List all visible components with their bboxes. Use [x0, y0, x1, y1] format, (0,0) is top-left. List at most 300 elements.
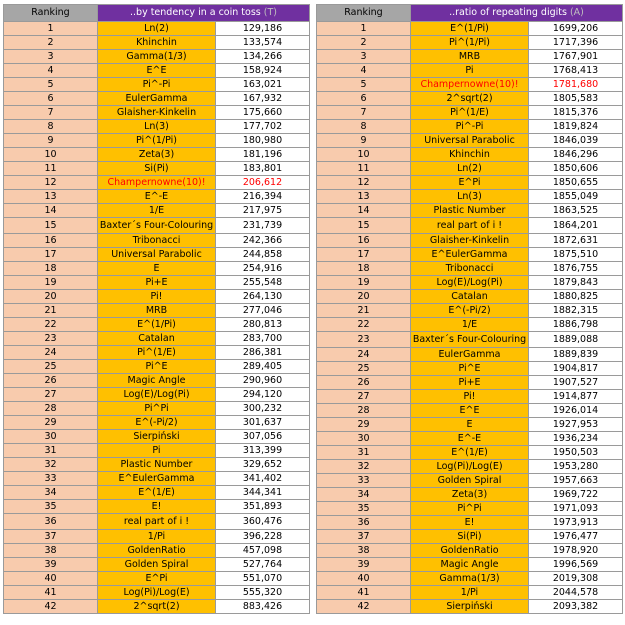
rank-cell: 26: [317, 376, 411, 390]
rank-cell: 26: [4, 374, 98, 388]
rank-cell: 4: [4, 64, 98, 78]
constant-name-cell: E^E: [98, 64, 216, 78]
constant-name-cell: E^(-Pi/2): [98, 416, 216, 430]
value-cell: 1717,396: [529, 36, 623, 50]
value-cell: 181,196: [216, 148, 310, 162]
value-cell: 1805,583: [529, 92, 623, 106]
constant-name-cell: Si(Pi): [98, 162, 216, 176]
table-row: [4, 514, 310, 530]
constant-name-cell: Pi^Pi: [98, 402, 216, 416]
constant-name-cell: E^Pi: [98, 572, 216, 586]
table-row: [317, 318, 623, 332]
table-row: [4, 148, 310, 162]
value-cell: 206,612: [216, 176, 310, 190]
value-cell: 1889,839: [529, 348, 623, 362]
table-row: [4, 204, 310, 218]
value-cell: 1855,049: [529, 190, 623, 204]
table-row: [317, 134, 623, 148]
table-row: [317, 22, 623, 36]
table-row: [317, 190, 623, 204]
rank-cell: 32: [4, 458, 98, 472]
value-cell: 1768,413: [529, 64, 623, 78]
table-row: [4, 472, 310, 486]
constant-name-cell: E!: [411, 516, 529, 530]
rank-cell: 33: [317, 474, 411, 488]
constant-name-cell: Pi: [411, 64, 529, 78]
table-row: [4, 402, 310, 416]
value-cell: 300,232: [216, 402, 310, 416]
value-cell: 1850,655: [529, 176, 623, 190]
tendency-ranking-table: [3, 4, 310, 614]
constant-name-cell: Pi^(1/Pi): [98, 134, 216, 148]
table-row: [317, 446, 623, 460]
rank-cell: 17: [317, 248, 411, 262]
constant-name-cell: E^EulerGamma: [411, 248, 529, 262]
constant-name-cell: E^Pi: [411, 176, 529, 190]
constant-name-cell: GoldenRatio: [411, 544, 529, 558]
table-row: [317, 502, 623, 516]
value-cell: 254,916: [216, 262, 310, 276]
table-row: [317, 50, 623, 64]
constant-name-cell: E: [98, 262, 216, 276]
constant-name-cell: E!: [98, 500, 216, 514]
constant-name-cell: Golden Spiral: [411, 474, 529, 488]
rank-cell: 29: [317, 418, 411, 432]
rank-cell: 10: [317, 148, 411, 162]
value-cell: 1819,824: [529, 120, 623, 134]
value-cell: 1699,206: [529, 22, 623, 36]
value-cell: 294,120: [216, 388, 310, 402]
constant-name-cell: Tribonacci: [98, 234, 216, 248]
table-row: [4, 360, 310, 374]
constant-name-cell: Glaisher-Kinkelin: [411, 234, 529, 248]
table-row: [4, 290, 310, 304]
constant-name-cell: Universal Parabolic: [98, 248, 216, 262]
value-cell: 329,652: [216, 458, 310, 472]
constant-name-cell: Pi^-Pi: [411, 120, 529, 134]
table-row: [317, 544, 623, 558]
constant-name-cell: Khinchin: [411, 148, 529, 162]
rank-cell: 9: [317, 134, 411, 148]
rank-cell: 29: [4, 416, 98, 430]
rank-cell: 24: [317, 348, 411, 362]
repeating-digits-header: [411, 5, 623, 22]
table-row: [4, 500, 310, 514]
constant-name-cell: Universal Parabolic: [411, 134, 529, 148]
table-row: [4, 78, 310, 92]
rank-cell: 21: [317, 304, 411, 318]
value-cell: 1879,843: [529, 276, 623, 290]
repeating-digits-table-body: [317, 22, 623, 614]
constant-name-cell: Zeta(3): [98, 148, 216, 162]
rank-cell: 42: [317, 600, 411, 614]
value-cell: 1886,798: [529, 318, 623, 332]
constant-name-cell: Sierpiński: [411, 600, 529, 614]
rank-cell: 36: [4, 514, 98, 530]
table-row: [317, 516, 623, 530]
rank-cell: 11: [4, 162, 98, 176]
rank-cell: 2: [317, 36, 411, 50]
value-cell: 2019,308: [529, 572, 623, 586]
value-cell: 1976,477: [529, 530, 623, 544]
table-row: [4, 190, 310, 204]
table-row: [317, 64, 623, 78]
constant-name-cell: Gamma(1/3): [98, 50, 216, 64]
value-cell: 1927,953: [529, 418, 623, 432]
table-row: [4, 374, 310, 388]
value-cell: 1953,280: [529, 460, 623, 474]
table-row: [4, 50, 310, 64]
repeating-digits-ranking-table: [316, 4, 623, 614]
value-cell: 2093,382: [529, 600, 623, 614]
rank-cell: 5: [4, 78, 98, 92]
rank-cell: 20: [4, 290, 98, 304]
table-row: [317, 572, 623, 586]
table-row: [317, 248, 623, 262]
constant-name-cell: MRB: [98, 304, 216, 318]
table-row: [4, 218, 310, 234]
rank-cell: 31: [317, 446, 411, 460]
rank-cell: 37: [317, 530, 411, 544]
value-cell: 1907,527: [529, 376, 623, 390]
constant-name-cell: real part of i !: [98, 514, 216, 530]
value-cell: 341,402: [216, 472, 310, 486]
constant-name-cell: EulerGamma: [98, 92, 216, 106]
table-row: [317, 120, 623, 134]
value-cell: 1950,503: [529, 446, 623, 460]
table-row: [317, 362, 623, 376]
constant-name-cell: Tribonacci: [411, 262, 529, 276]
rank-cell: 5: [317, 78, 411, 92]
rank-cell: 8: [317, 120, 411, 134]
rank-cell: 34: [4, 486, 98, 500]
rank-cell: 13: [4, 190, 98, 204]
rank-cell: 24: [4, 346, 98, 360]
rank-cell: 39: [4, 558, 98, 572]
value-cell: 231,739: [216, 218, 310, 234]
constant-name-cell: Plastic Number: [411, 204, 529, 218]
constant-name-cell: Khinchin: [98, 36, 216, 50]
value-cell: 351,893: [216, 500, 310, 514]
value-cell: 396,228: [216, 530, 310, 544]
constant-name-cell: Ln(3): [98, 120, 216, 134]
constant-name-cell: Log(Pi)/Log(E): [411, 460, 529, 474]
value-cell: 360,476: [216, 514, 310, 530]
constant-name-cell: Magic Angle: [98, 374, 216, 388]
value-cell: 1926,014: [529, 404, 623, 418]
table-row: [317, 390, 623, 404]
rank-cell: 12: [4, 176, 98, 190]
table-row: [4, 234, 310, 248]
value-cell: 242,366: [216, 234, 310, 248]
constant-name-cell: MRB: [411, 50, 529, 64]
table-row: [4, 64, 310, 78]
constant-name-cell: Pi^E: [411, 362, 529, 376]
table-row: [4, 92, 310, 106]
table-row: [317, 332, 623, 348]
value-cell: 883,426: [216, 600, 310, 614]
rank-cell: 12: [317, 176, 411, 190]
table-row: [317, 586, 623, 600]
tendency-header-code: (T): [263, 7, 277, 18]
table-row: [317, 106, 623, 120]
constant-name-cell: Log(E)/Log(Pi): [98, 388, 216, 402]
value-cell: 1864,201: [529, 218, 623, 234]
table-row: [317, 162, 623, 176]
value-cell: 1969,722: [529, 488, 623, 502]
rank-cell: 15: [4, 218, 98, 234]
value-cell: 133,574: [216, 36, 310, 50]
rank-cell: 39: [317, 558, 411, 572]
table-row: [317, 234, 623, 248]
constant-name-cell: Baxter´s Four-Colouring: [98, 218, 216, 234]
constant-name-cell: Si(Pi): [411, 530, 529, 544]
rank-cell: 8: [4, 120, 98, 134]
rank-cell: 41: [317, 586, 411, 600]
table-row: [317, 348, 623, 362]
table-row: [4, 304, 310, 318]
constant-name-cell: Ln(2): [411, 162, 529, 176]
rank-cell: 14: [317, 204, 411, 218]
constant-name-cell: Plastic Number: [98, 458, 216, 472]
tendency-header: [98, 5, 310, 22]
constant-name-cell: Champernowne(10)!: [98, 176, 216, 190]
table-row: [317, 474, 623, 488]
rank-cell: 9: [4, 134, 98, 148]
tendency-table-body: [4, 22, 310, 614]
table-row: [317, 218, 623, 234]
tendency-header-title: ..by tendency in a coin toss: [130, 7, 261, 18]
rank-cell: 41: [4, 586, 98, 600]
rank-cell: 19: [4, 276, 98, 290]
value-cell: 2044,578: [529, 586, 623, 600]
constant-name-cell: Golden Spiral: [98, 558, 216, 572]
table-row: [4, 248, 310, 262]
constant-name-cell: Glaisher-Kinkelin: [98, 106, 216, 120]
rank-cell: 1: [4, 22, 98, 36]
ranking-header: Ranking: [4, 5, 98, 22]
rank-cell: 6: [4, 92, 98, 106]
constant-name-cell: Pi^Pi: [411, 502, 529, 516]
table-row: [4, 134, 310, 148]
table-row: [317, 78, 623, 92]
table-row: [317, 460, 623, 474]
value-cell: 307,056: [216, 430, 310, 444]
constant-name-cell: Catalan: [98, 332, 216, 346]
constant-name-cell: Pi^(1/E): [411, 106, 529, 120]
value-cell: 1876,755: [529, 262, 623, 276]
value-cell: 1978,920: [529, 544, 623, 558]
rank-cell: 33: [4, 472, 98, 486]
constant-name-cell: Pi+E: [98, 276, 216, 290]
rank-cell: 38: [4, 544, 98, 558]
value-cell: 289,405: [216, 360, 310, 374]
value-cell: 167,932: [216, 92, 310, 106]
value-cell: 1875,510: [529, 248, 623, 262]
rank-cell: 22: [4, 318, 98, 332]
rank-cell: 16: [317, 234, 411, 248]
repeating-digits-header-code: (A): [569, 7, 584, 18]
rank-cell: 14: [4, 204, 98, 218]
value-cell: 1846,039: [529, 134, 623, 148]
rank-cell: 40: [4, 572, 98, 586]
constant-name-cell: E^E: [411, 404, 529, 418]
rank-cell: 42: [4, 600, 98, 614]
constant-name-cell: E^-E: [98, 190, 216, 204]
constant-name-cell: Sierpiński: [98, 430, 216, 444]
constant-name-cell: Pi^(1/E): [98, 346, 216, 360]
rank-cell: 37: [4, 530, 98, 544]
rank-cell: 25: [317, 362, 411, 376]
table-row: [317, 276, 623, 290]
constant-name-cell: Zeta(3): [411, 488, 529, 502]
value-cell: 555,320: [216, 586, 310, 600]
table-row: [4, 106, 310, 120]
rank-cell: 10: [4, 148, 98, 162]
constant-name-cell: Baxter´s Four-Colouring: [411, 332, 529, 348]
rank-cell: 7: [317, 106, 411, 120]
rank-cell: 28: [317, 404, 411, 418]
constant-name-cell: E^(1/Pi): [98, 318, 216, 332]
rank-cell: 2: [4, 36, 98, 50]
constant-name-cell: E^(-Pi/2): [411, 304, 529, 318]
value-cell: 290,960: [216, 374, 310, 388]
value-cell: 175,660: [216, 106, 310, 120]
table-row: [317, 600, 623, 614]
constant-name-cell: Log(E)/Log(Pi): [411, 276, 529, 290]
value-cell: 216,394: [216, 190, 310, 204]
table-row: [317, 418, 623, 432]
table-row: [4, 176, 310, 190]
rank-cell: 34: [317, 488, 411, 502]
value-cell: 1882,315: [529, 304, 623, 318]
value-cell: 1936,234: [529, 432, 623, 446]
rank-cell: 27: [4, 388, 98, 402]
table-row: [317, 304, 623, 318]
table-row: [317, 92, 623, 106]
rank-cell: 22: [317, 318, 411, 332]
table-row: [4, 600, 310, 614]
rank-cell: 35: [317, 502, 411, 516]
constant-name-cell: E^(1/E): [98, 486, 216, 500]
value-cell: 1767,901: [529, 50, 623, 64]
rank-cell: 4: [317, 64, 411, 78]
value-cell: 1850,606: [529, 162, 623, 176]
table-row: [4, 530, 310, 544]
value-cell: 264,130: [216, 290, 310, 304]
value-cell: 1880,825: [529, 290, 623, 304]
constant-name-cell: Ln(2): [98, 22, 216, 36]
value-cell: 301,637: [216, 416, 310, 430]
table-row: [317, 36, 623, 50]
constant-name-cell: 1/E: [98, 204, 216, 218]
rank-cell: 30: [317, 432, 411, 446]
rank-cell: 18: [317, 262, 411, 276]
constant-name-cell: Pi: [98, 444, 216, 458]
constant-name-cell: Pi^E: [98, 360, 216, 374]
constant-name-cell: 2^sqrt(2): [411, 92, 529, 106]
table-row: [4, 318, 310, 332]
table-row: [4, 346, 310, 360]
table-row: [4, 276, 310, 290]
value-cell: 134,266: [216, 50, 310, 64]
table-row: [4, 544, 310, 558]
table-row: [4, 388, 310, 402]
table-row: [4, 486, 310, 500]
rank-cell: 32: [317, 460, 411, 474]
constant-name-cell: 1/Pi: [411, 586, 529, 600]
rank-cell: 36: [317, 516, 411, 530]
rank-cell: 16: [4, 234, 98, 248]
value-cell: 286,381: [216, 346, 310, 360]
rank-cell: 11: [317, 162, 411, 176]
table-row: [4, 430, 310, 444]
value-cell: 177,702: [216, 120, 310, 134]
constant-name-cell: Catalan: [411, 290, 529, 304]
table-row: [4, 262, 310, 276]
table-row: [4, 120, 310, 134]
rank-cell: 1: [317, 22, 411, 36]
value-cell: 180,980: [216, 134, 310, 148]
constant-name-cell: Gamma(1/3): [411, 572, 529, 586]
header-row: [4, 5, 310, 22]
constant-name-cell: E^(1/E): [411, 446, 529, 460]
value-cell: 277,046: [216, 304, 310, 318]
value-cell: 217,975: [216, 204, 310, 218]
value-cell: 1846,296: [529, 148, 623, 162]
rank-cell: 30: [4, 430, 98, 444]
value-cell: 129,186: [216, 22, 310, 36]
rank-cell: 35: [4, 500, 98, 514]
value-cell: 158,924: [216, 64, 310, 78]
table-row: [4, 444, 310, 458]
constant-name-cell: EulerGamma: [411, 348, 529, 362]
constant-name-cell: Pi!: [98, 290, 216, 304]
constant-name-cell: Pi!: [411, 390, 529, 404]
value-cell: 527,764: [216, 558, 310, 572]
rank-cell: 15: [317, 218, 411, 234]
ranking-header: Ranking: [317, 5, 411, 22]
value-cell: 344,341: [216, 486, 310, 500]
value-cell: 1973,913: [529, 516, 623, 530]
value-cell: 1996,569: [529, 558, 623, 572]
table-row: [317, 530, 623, 544]
table-row: [317, 432, 623, 446]
constant-name-cell: Pi+E: [411, 376, 529, 390]
table-row: [317, 488, 623, 502]
value-cell: 313,399: [216, 444, 310, 458]
table-row: [317, 558, 623, 572]
value-cell: 1971,093: [529, 502, 623, 516]
value-cell: 183,801: [216, 162, 310, 176]
table-row: [317, 376, 623, 390]
table-row: [4, 558, 310, 572]
rank-cell: 27: [317, 390, 411, 404]
constant-name-cell: E^EulerGamma: [98, 472, 216, 486]
value-cell: 1904,817: [529, 362, 623, 376]
constant-name-cell: 1/E: [411, 318, 529, 332]
value-cell: 1872,631: [529, 234, 623, 248]
table-row: [4, 162, 310, 176]
value-cell: 283,700: [216, 332, 310, 346]
value-cell: 457,098: [216, 544, 310, 558]
constant-name-cell: GoldenRatio: [98, 544, 216, 558]
constant-name-cell: E: [411, 418, 529, 432]
repeating-digits-header-title: ..ratio of repeating digits: [449, 7, 567, 18]
rank-cell: 23: [4, 332, 98, 346]
table-row: [4, 332, 310, 346]
table-row: [4, 586, 310, 600]
